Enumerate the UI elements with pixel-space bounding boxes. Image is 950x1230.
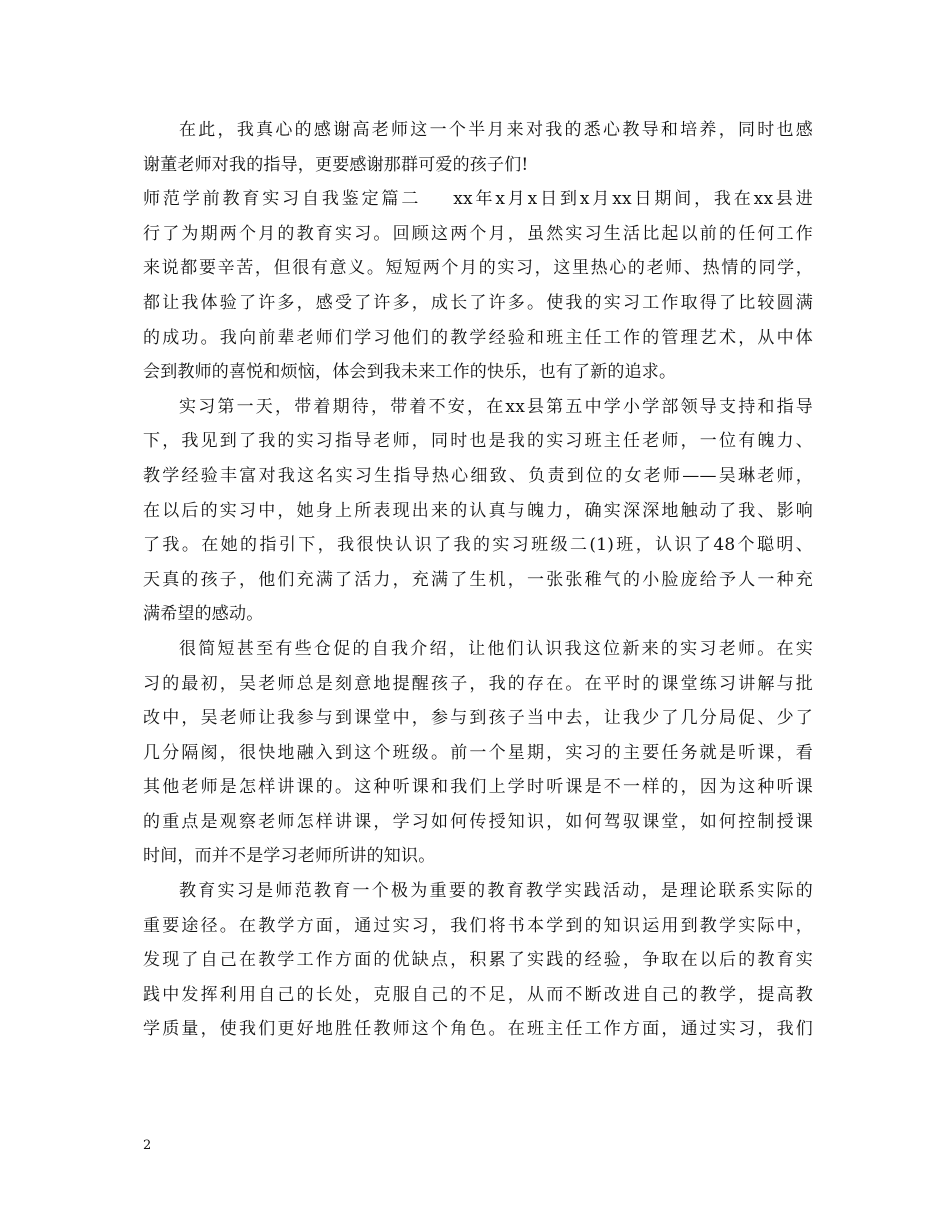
paragraph-line: 几分隔阂，很快地融入到这个班级。前一个星期，实习的主要任务就是听课，看	[143, 742, 813, 763]
paragraph-line: 来说都要辛苦，但很有意义。短短两个月的实习，这里热心的老师、热情的同学，	[143, 258, 813, 279]
paragraph-line: 的成功。我向前辈老师们学习他们的教学经验和班主任工作的管理艺术，从中体	[143, 327, 813, 348]
paragraph-line: 教育实习是师范教育一个极为重要的教育教学实践活动，是理论联系实际的	[179, 881, 813, 902]
paragraph-line: 了我。在她的指引下，我很快认识了我的实习班级二(1)班，认识了48个聪明、	[143, 535, 813, 556]
paragraph-line: 都让我体验了许多，感受了许多，成长了许多。使我的实习工作取得了比较圆满	[143, 292, 813, 313]
paragraph-line: 行了为期两个月的教育实习。回顾这两个月，虽然实习生活比起以前的任何工作	[143, 223, 813, 244]
paragraph-line: 的重点是观察老师怎样讲课，学习如何传授知识，如何驾驭课堂，如何控制授课	[143, 811, 813, 832]
document-body	[143, 113, 813, 1047]
paragraph-line: 在此，我真心的感谢高老师这一个半月来对我的悉心教导和培养，同时也感	[179, 120, 813, 140]
paragraph-line: 发现了自己在教学工作方面的优缺点，积累了实践的经验，争取在以后的教育实	[143, 950, 813, 971]
paragraph-line: 下，我见到了我的实习指导老师，同时也是我的实习班主任老师，一位有魄力、	[143, 431, 813, 452]
paragraph-line: 天真的孩子，他们充满了活力，充满了生机，一张张稚气的小脸庞给予人一种充	[143, 569, 813, 590]
paragraph-line: 学质量，使我们更好地胜任教师这个角色。在班主任工作方面，通过实习，我们	[143, 1019, 813, 1040]
paragraph-line: 改中，吴老师让我参与到课堂中，参与到孩子当中去，让我少了几分局促、少了	[143, 708, 813, 729]
paragraph-line: 满希望的感动。	[143, 604, 264, 625]
paragraph-line: 重要途径。在教学方面，通过实习，我们将书本学到的知识运用到教学实际中，	[143, 915, 813, 936]
paragraph-line: 实习第一天，带着期待，带着不安，在xx县第五中学小学部领导支持和指导	[179, 396, 813, 417]
section-heading-line	[143, 182, 813, 217]
page-number: 2	[143, 1138, 152, 1153]
paragraph-line: 践中发挥利用自己的长处，克服自己的不足，从而不断改进自己的教学，提高教	[143, 984, 813, 1005]
paragraph-line: 教学经验丰富对我这名实习生指导热心细致、负责到位的女老师——吴琳老师，	[143, 465, 813, 486]
paragraph-line: 谢董老师对我的指导，更要感谢那群可爱的孩子们!	[143, 154, 529, 175]
paragraph-line: 其他老师是怎样讲课的。这种听课和我们上学时听课是不一样的，因为这种听课	[143, 777, 813, 798]
paragraph-line: 会到教师的喜悦和烦恼，体会到我未来工作的快乐，也有了新的追求。	[143, 362, 677, 383]
paragraph-line: 习的最初，吴老师总是刻意地提醒孩子，我的存在。在平时的课堂练习讲解与批	[143, 673, 813, 694]
paragraph-line: 时间，而并不是学习老师所讲的知识。	[143, 846, 436, 867]
section-opening-text: xx年x月x日到x月xx日期间，我在xx县进	[453, 189, 813, 210]
paragraph-line: 很简短甚至有些仓促的自我介绍，让他们认识我这位新来的实习老师。在实	[179, 638, 813, 659]
paragraph-line: 在以后的实习中，她身上所表现出来的认真与魄力，确实深深地触动了我、影响	[143, 500, 813, 521]
section-title: 师范学前教育实习自我鉴定篇二	[143, 189, 422, 210]
